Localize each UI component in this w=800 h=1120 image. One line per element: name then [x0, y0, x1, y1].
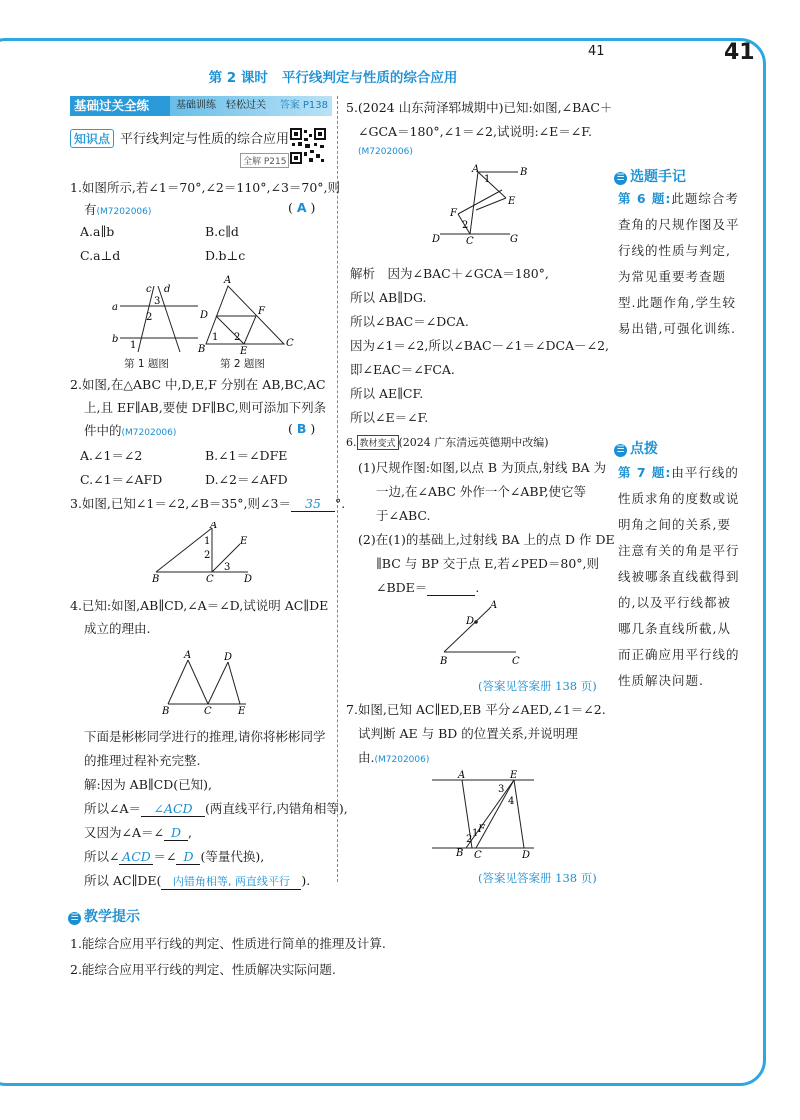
qr-code-icon[interactable]	[290, 128, 326, 164]
figure-2-caption: 第 2 题图	[220, 358, 265, 370]
fig1-label-a: a	[112, 302, 118, 313]
hint-icon: ☰	[614, 444, 627, 457]
q7-label-C: C	[474, 850, 482, 861]
q3-label-A: A	[210, 522, 218, 531]
knowledge-tag: 知识点	[70, 129, 114, 148]
q1-option-d: D.b⊥c	[205, 248, 246, 263]
q2-line1: 2.如图,在△ABC 中,D,E,F 分别在 AB,BC,AC	[70, 377, 326, 392]
q5-line2: ∠GCA＝180°,∠1＝∠2,试说明:∠E＝∠F.	[358, 124, 592, 139]
fig2-label-E: E	[240, 346, 248, 356]
q2-option-d: D.∠2＝∠AFD	[205, 472, 288, 487]
q2-option-a: A.∠1＝∠2	[80, 448, 143, 463]
fig2-label-C: C	[286, 338, 294, 349]
q5-label-B: B	[520, 167, 528, 178]
q3-label-E: E	[240, 536, 248, 547]
q6-label-D: D	[466, 616, 475, 627]
q3-angle-1: 1	[204, 536, 211, 547]
fig2-angle-2: 2	[234, 332, 241, 343]
fig1-label-d: d	[164, 284, 171, 295]
q6-header: 6. 教材变式 (2024 广东清远英德期中改编)	[346, 436, 549, 449]
q5-angle-2: 2	[462, 220, 469, 231]
q6-part1-a: (1)尺规作图:如图,以点 B 为顶点,射线 BA 为	[358, 460, 607, 475]
q6-answer-ref: (答案见答案册 138 页)	[478, 679, 597, 693]
q2-line2: 上,且 EF∥AB,要使 DF∥BC,则可添加下列条	[84, 400, 327, 415]
section-bar	[70, 96, 332, 116]
fig1-label-c: c	[146, 284, 152, 295]
section-label: 基础过关全练	[70, 96, 170, 116]
q5-solution-6: 所以 AE∥CF.	[350, 386, 424, 401]
teaching-tip-2: 2.能综合应用平行线的判定、性质解决实际问题.	[70, 962, 336, 977]
knowledge-text: 平行线判定与性质的综合应用	[120, 132, 290, 147]
page-number: 41	[724, 40, 755, 65]
q4-step2: 所以∠A＝ ∠ACD (两直线平行,内错角相等),	[84, 801, 348, 816]
fig2-label-D: D	[200, 310, 209, 321]
fig2-label-A: A	[224, 275, 232, 286]
fig1-label-b: b	[112, 334, 119, 345]
side-tips-text: 第 7 题:由平行线的性质求角的度数或说明角之间的关系,要注意有关的角是平行线被哪条直线截得到的,以及平行线都被哪几条直线所截,从而正确应用平行线的性质解决问题.	[618, 465, 740, 688]
q5-label-C: C	[466, 236, 474, 244]
q1-option-b: B.c∥d	[205, 224, 239, 239]
teaching-tips-head: ☰ 教学提示	[68, 906, 140, 926]
q6-part2-a: (2)在(1)的基础上,过射线 BA 上的点 D 作 DE	[358, 532, 615, 547]
q3-label-B: B	[152, 574, 160, 584]
q5-solution-5: 即∠EAC＝∠FCA.	[350, 362, 455, 377]
q5-solution-2: 所以 AB∥DG.	[350, 290, 427, 305]
q6-part1-c: 于∠ABC.	[376, 508, 431, 523]
q5-label-F: F	[450, 208, 457, 219]
fig1-angle-1: 1	[130, 340, 137, 351]
q5-label-G: G	[510, 234, 518, 244]
q7-label-F: F	[478, 824, 485, 835]
teaching-tip-1: 1.能综合应用平行线的判定、性质进行简单的推理及计算.	[70, 936, 386, 951]
q4-step3: 又因为∠A＝∠ D ,	[84, 825, 192, 840]
q3-angle-3: 3	[224, 562, 231, 573]
q7-label-D: D	[522, 850, 531, 861]
side-head-notes: ☰ 选题手记	[614, 166, 686, 186]
q4-label-E: E	[238, 706, 246, 716]
q6-tag: 教材变式	[357, 435, 399, 450]
q7-line2: 试判断 AE 与 BD 的位置关系,并说明理	[358, 726, 578, 741]
q4-blank4: D	[176, 849, 200, 865]
column-divider	[337, 96, 338, 882]
q7-angle-3: 3	[498, 784, 505, 795]
q4-label-C: C	[204, 706, 212, 716]
q3-figure	[150, 522, 260, 584]
q7-angle-4: 4	[508, 796, 515, 807]
reference-label: 全解 P215	[240, 153, 289, 168]
q5-label-A: A	[472, 164, 480, 175]
q3-stem: 3.如图,已知∠1＝∠2,∠B＝35°,则∠3＝ 35 °.	[70, 496, 346, 511]
fig2-angle-1: 1	[212, 332, 219, 343]
q4-step5: 所以 AC∥DE( 内错角相等, 两直线平行 ).	[84, 873, 311, 888]
q4-label-B: B	[162, 706, 170, 716]
q2-code: (M7202006)	[121, 428, 177, 438]
q4-line1: 4.已知:如图,AB∥CD,∠A＝∠D,试说明 AC∥DE	[70, 598, 329, 613]
q3-answer: 35	[291, 496, 335, 512]
q7-answer-ref: (答案见答案册 138 页)	[478, 871, 597, 885]
q4-step4: 所以∠ ACD ＝∠ D (等量代换),	[84, 849, 265, 864]
q5-solution-7: 所以∠E＝∠F.	[350, 410, 429, 425]
q1-option-a: A.a∥b	[80, 224, 115, 239]
teaching-icon: ☰	[68, 912, 81, 925]
q6-part1-b: 一边,在∠ABC 外作一个∠ABP,使它等	[376, 484, 586, 499]
q4-step1: 解:因为 AB∥CD(已知),	[84, 777, 212, 792]
q3-angle-2: 2	[204, 550, 211, 561]
q1-answer: A	[296, 200, 307, 215]
q6-label-B: B	[440, 656, 448, 667]
note-icon: ☰	[614, 172, 627, 185]
q4-figure	[160, 648, 250, 716]
q7-label-E: E	[510, 770, 518, 781]
q4-line2: 成立的理由.	[84, 621, 151, 636]
q4-blank2: D	[164, 825, 188, 841]
q5-solution-1: 解析 因为∠BAC＋∠GCA＝180°,	[350, 266, 549, 281]
section-sub: 基础训练 轻松过关	[176, 100, 266, 111]
q2-answer: B	[296, 421, 307, 436]
q1-code: (M7202006)	[96, 207, 152, 217]
q6-label-C: C	[512, 656, 520, 667]
knowledge-point	[70, 128, 289, 148]
q2-option-b: B.∠1＝∠DFE	[205, 448, 288, 463]
q6-part2-c: ∠BDE＝ .	[376, 580, 480, 595]
q3-label-D: D	[244, 574, 253, 584]
q7-angle-2: 2	[466, 834, 473, 845]
q6-label-A: A	[490, 600, 498, 611]
figure-1-caption: 第 1 题图	[124, 358, 169, 370]
q1-stem: 1.如图所示,若∠1＝70°,∠2＝110°,∠3＝70°,则	[70, 180, 341, 195]
q5-line1: 5.(2024 山东菏泽郓城期中)已知:如图,∠BAC＋	[346, 100, 613, 115]
q1-option-c: C.a⊥d	[80, 248, 121, 263]
side-head-tips: ☰ 点拨	[614, 438, 658, 458]
side-notes-text: 第 6 题:此题综合考查角的尺规作图及平行线的性质与判定,为常见重要考查题型.此题作角,学生较易出错,可强化训练.	[618, 191, 740, 336]
q4-blank3: ACD	[119, 849, 153, 865]
q1-answer-slot: ( A )	[288, 200, 316, 215]
lesson-label: 第 2 课时	[208, 70, 268, 86]
q7-line1: 7.如图,已知 AC∥ED,EB 平分∠AED,∠1＝∠2.	[346, 702, 606, 717]
q4-prompt2: 的推理过程补充完整.	[84, 753, 201, 768]
q6-figure	[436, 600, 536, 668]
q7-label-A: A	[458, 770, 466, 781]
q5-code: (M7202006)	[358, 147, 413, 157]
q4-prompt1: 下面是彬彬同学进行的推理,请你将彬彬同学	[84, 729, 326, 744]
q4-label-D: D	[224, 652, 233, 663]
q2-option-c: C.∠1＝∠AFD	[80, 472, 163, 487]
q6-blank	[427, 580, 475, 596]
q2-line3: 件中的(M7202006)	[84, 423, 177, 438]
q7-figure	[426, 770, 546, 862]
page-title	[0, 66, 680, 86]
q7-code: (M7202006)	[374, 755, 430, 765]
q5-angle-1: 1	[484, 174, 491, 185]
page-number-small: 41	[588, 44, 605, 59]
q5-label-D: D	[432, 234, 441, 244]
answer-ref: 答案 P138	[279, 100, 328, 111]
lesson-title: 平行线判定与性质的综合应用	[281, 70, 458, 86]
fig1-angle-3: 3	[154, 296, 161, 307]
q3-label-C: C	[206, 574, 214, 584]
q6-point-D	[474, 620, 478, 624]
q6-part2-b: ∥BC 与 BP 交于点 E,若∠PED＝80°,则	[376, 556, 600, 571]
q5-figure	[430, 164, 530, 244]
q4-blank5: 内错角相等, 两直线平行	[161, 873, 301, 890]
q7-angle-1: 1	[472, 828, 479, 839]
q5-solution-4: 因为∠1＝∠2,所以∠BAC－∠1＝∠DCA－∠2,	[350, 338, 609, 353]
q1-q2-figures	[108, 272, 298, 356]
q2-answer-slot: ( B )	[288, 421, 316, 436]
q5-solution-3: 所以∠BAC＝∠DCA.	[350, 314, 469, 329]
q7-label-B: B	[456, 848, 464, 859]
fig1-angle-2: 2	[146, 312, 153, 323]
fig2-label-F: F	[258, 306, 265, 317]
q5-label-E: E	[508, 196, 516, 207]
fig2-label-B: B	[198, 344, 206, 355]
q7-line3: 由.(M7202006)	[358, 750, 430, 765]
q4-blank1: ∠ACD	[141, 801, 205, 817]
q1-stem2: 有(M7202006)	[84, 202, 152, 217]
q4-label-A: A	[184, 650, 192, 661]
